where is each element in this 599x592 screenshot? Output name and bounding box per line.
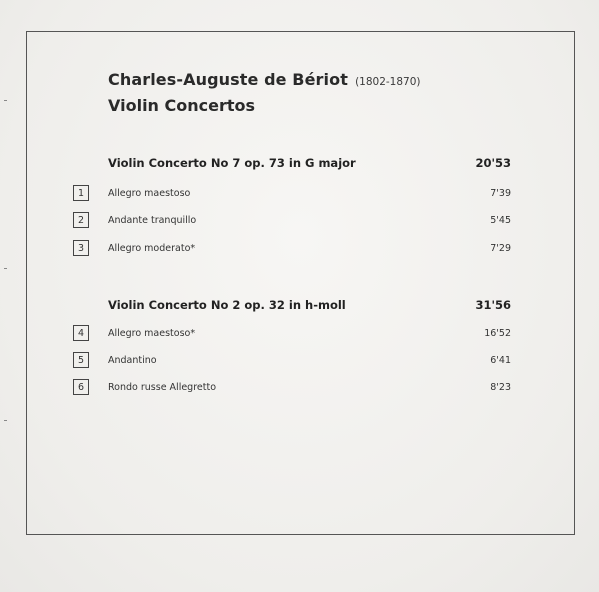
track-number-box: 2 [73, 212, 89, 228]
track-duration: 7'39 [490, 187, 511, 199]
composer-line [108, 70, 421, 89]
track-number-box: 6 [73, 379, 89, 395]
track-row [73, 352, 511, 368]
work-title: Violin Concerto No 7 op. 73 in G major [108, 156, 356, 170]
track-title: Andante tranquillo [108, 214, 197, 226]
composer-dates: (1802-1870) [355, 76, 421, 88]
work-heading [108, 298, 511, 312]
track-row [73, 185, 511, 201]
edge-mark [4, 420, 7, 421]
track-title: Rondo russe Allegretto [108, 381, 217, 393]
edge-mark [4, 100, 7, 101]
track-row [73, 240, 511, 256]
work-heading [108, 156, 511, 170]
composer-name: Charles-Auguste de Bériot [108, 70, 348, 89]
track-row [73, 325, 511, 341]
track-title: Allegro maestoso [108, 187, 191, 199]
album-title: Violin Concertos [108, 96, 256, 115]
track-title: Allegro moderato* [108, 242, 196, 254]
track-row [73, 212, 511, 228]
track-duration: 5'45 [490, 214, 511, 226]
track-title: Andantino [108, 354, 157, 366]
track-duration: 8'23 [490, 381, 511, 393]
track-number-box: 4 [73, 325, 89, 341]
track-duration: 16'52 [484, 327, 511, 339]
work-duration: 20'53 [475, 156, 511, 170]
track-number-box: 1 [73, 185, 89, 201]
track-duration: 7'29 [490, 242, 511, 254]
work-duration: 31'56 [475, 298, 511, 312]
track-title: Allegro maestoso* [108, 327, 196, 339]
track-duration: 6'41 [490, 354, 511, 366]
track-row [73, 379, 511, 395]
track-number-box: 3 [73, 240, 89, 256]
edge-mark [4, 268, 7, 269]
work-title: Violin Concerto No 2 op. 32 in h-moll [108, 298, 346, 312]
track-number-box: 5 [73, 352, 89, 368]
